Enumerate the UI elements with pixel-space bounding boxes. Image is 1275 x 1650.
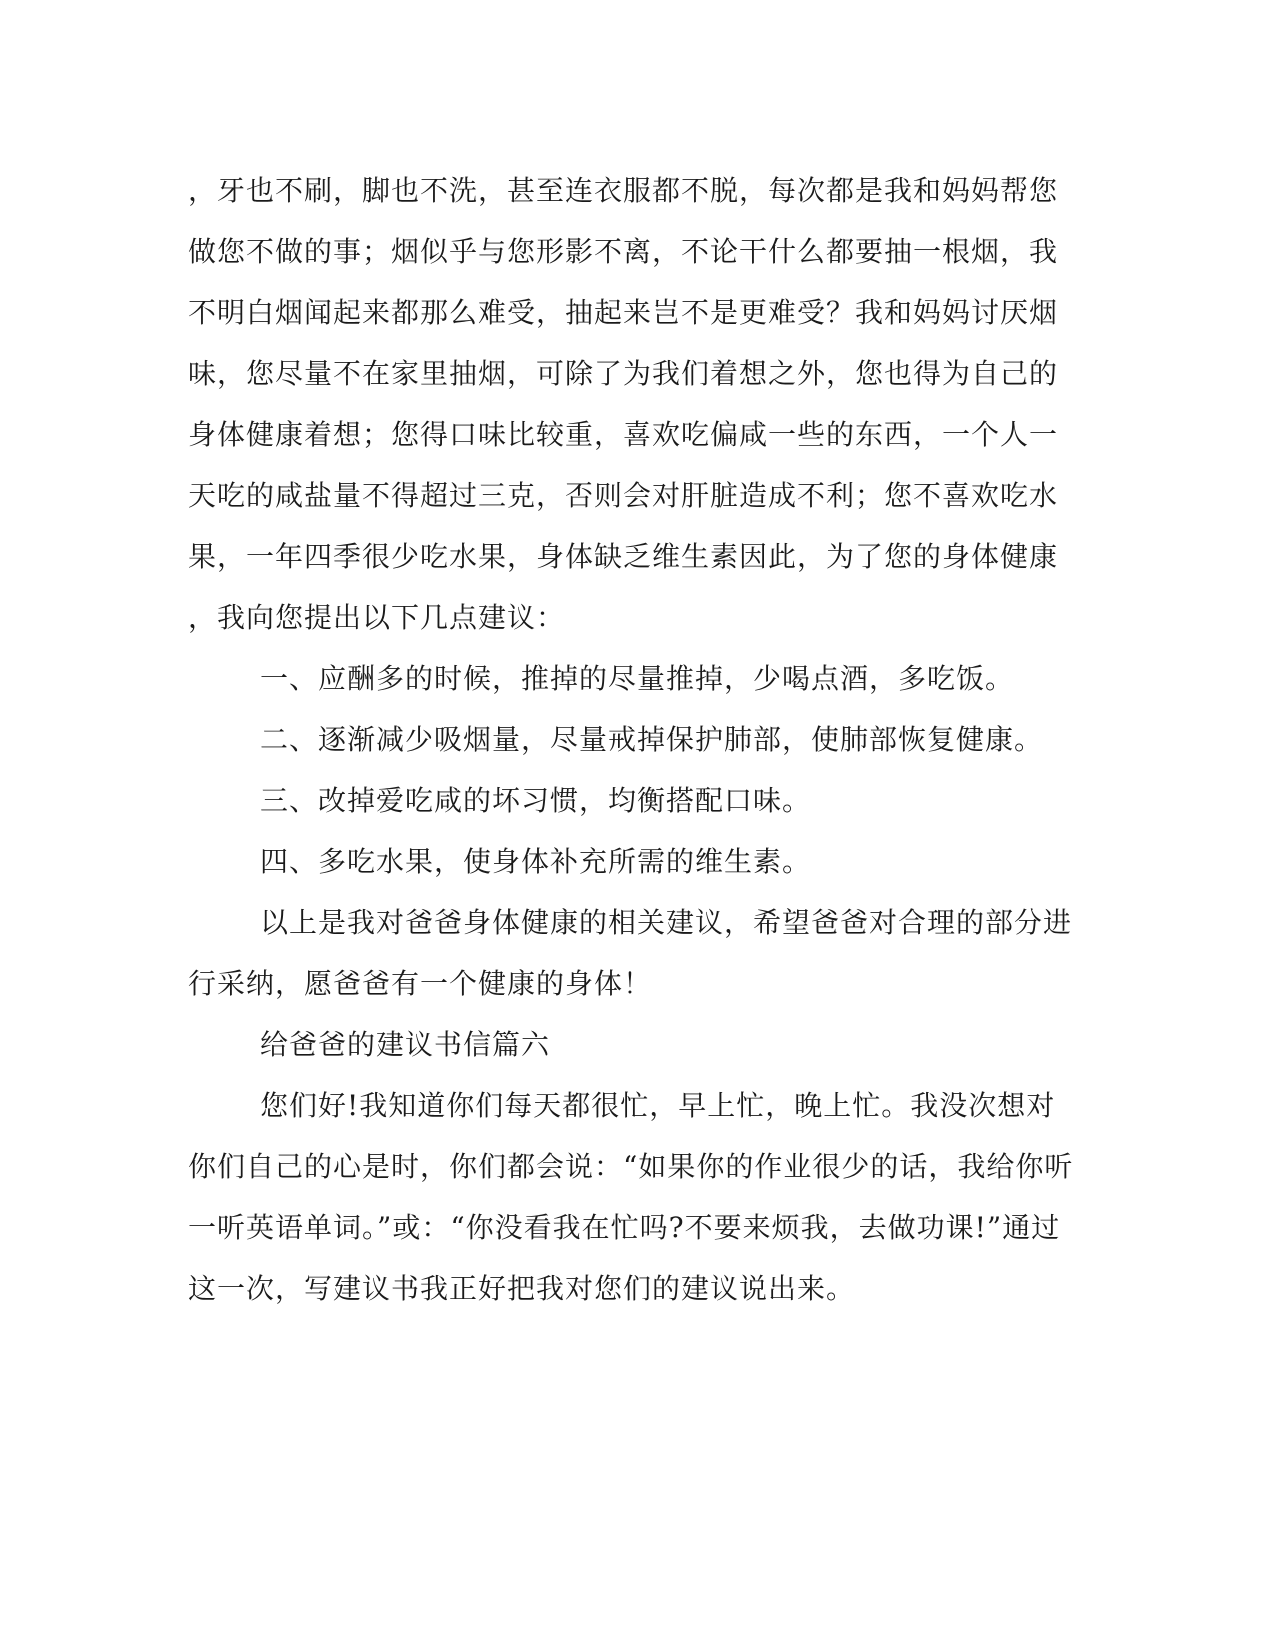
paragraph-line: 一听英语单词。”或：“你没看我在忙吗?不要来烦我，去做功课!”通过 [188,1211,1061,1244]
closing-paragraph-line: 行采纳，愿爸爸有一个健康的身体！ [188,967,653,1000]
closing-paragraph-line: 以上是我对爸爸身体健康的相关建议，希望爸爸对合理的部分进 [260,906,1073,939]
paragraph-line: 天吃的咸盐量不得超过三克，否则会对肝脏造成不利；您不喜欢吃水 [188,479,1059,512]
paragraph-line: 做您不做的事；烟似乎与您形影不离，不论干什么都要抽一根烟，我 [188,235,1059,268]
paragraph-line: 你们自己的心是时，你们都会说：“如果你的作业很少的话，我给你听 [188,1150,1074,1183]
letter-body [188,160,1074,1319]
section-heading: 给爸爸的建议书信篇六 [260,1028,551,1061]
paragraph-line: 果，一年四季很少吃水果，身体缺乏维生素因此，为了您的身体健康 [188,540,1059,573]
paragraph-line: 味，您尽量不在家里抽烟，可除了为我们着想之外，您也得为自己的 [188,357,1059,390]
paragraph-line: ，牙也不刷，脚也不洗，甚至连衣服都不脱，每次都是我和妈妈帮您 [188,174,1059,207]
paragraph-line: ，我向您提出以下几点建议： [188,601,566,634]
paragraph-line: 不明白烟闻起来都那么难受，抽起来岂不是更难受？我和妈妈讨厌烟 [188,296,1059,329]
suggestion-item-4: 四、多吃水果，使身体补充所需的维生素。 [260,845,812,878]
suggestion-item-1: 一、应酬多的时候，推掉的尽量推掉，少喝点酒，多吃饭。 [260,662,1015,695]
suggestion-item-3: 三、改掉爱吃咸的坏习惯，均衡搭配口味。 [260,784,812,817]
paragraph-line: 您们好!我知道你们每天都很忙，早上忙，晚上忙。我没次想对 [260,1089,1056,1122]
paragraph-line: 这一次，写建议书我正好把我对您们的建议说出来。 [188,1272,856,1305]
paragraph-line: 身体健康着想；您得口味比较重，喜欢吃偏咸一些的东西，一个人一 [188,418,1059,451]
suggestion-item-2: 二、逐渐减少吸烟量，尽量戒掉保护肺部，使肺部恢复健康。 [260,723,1044,756]
